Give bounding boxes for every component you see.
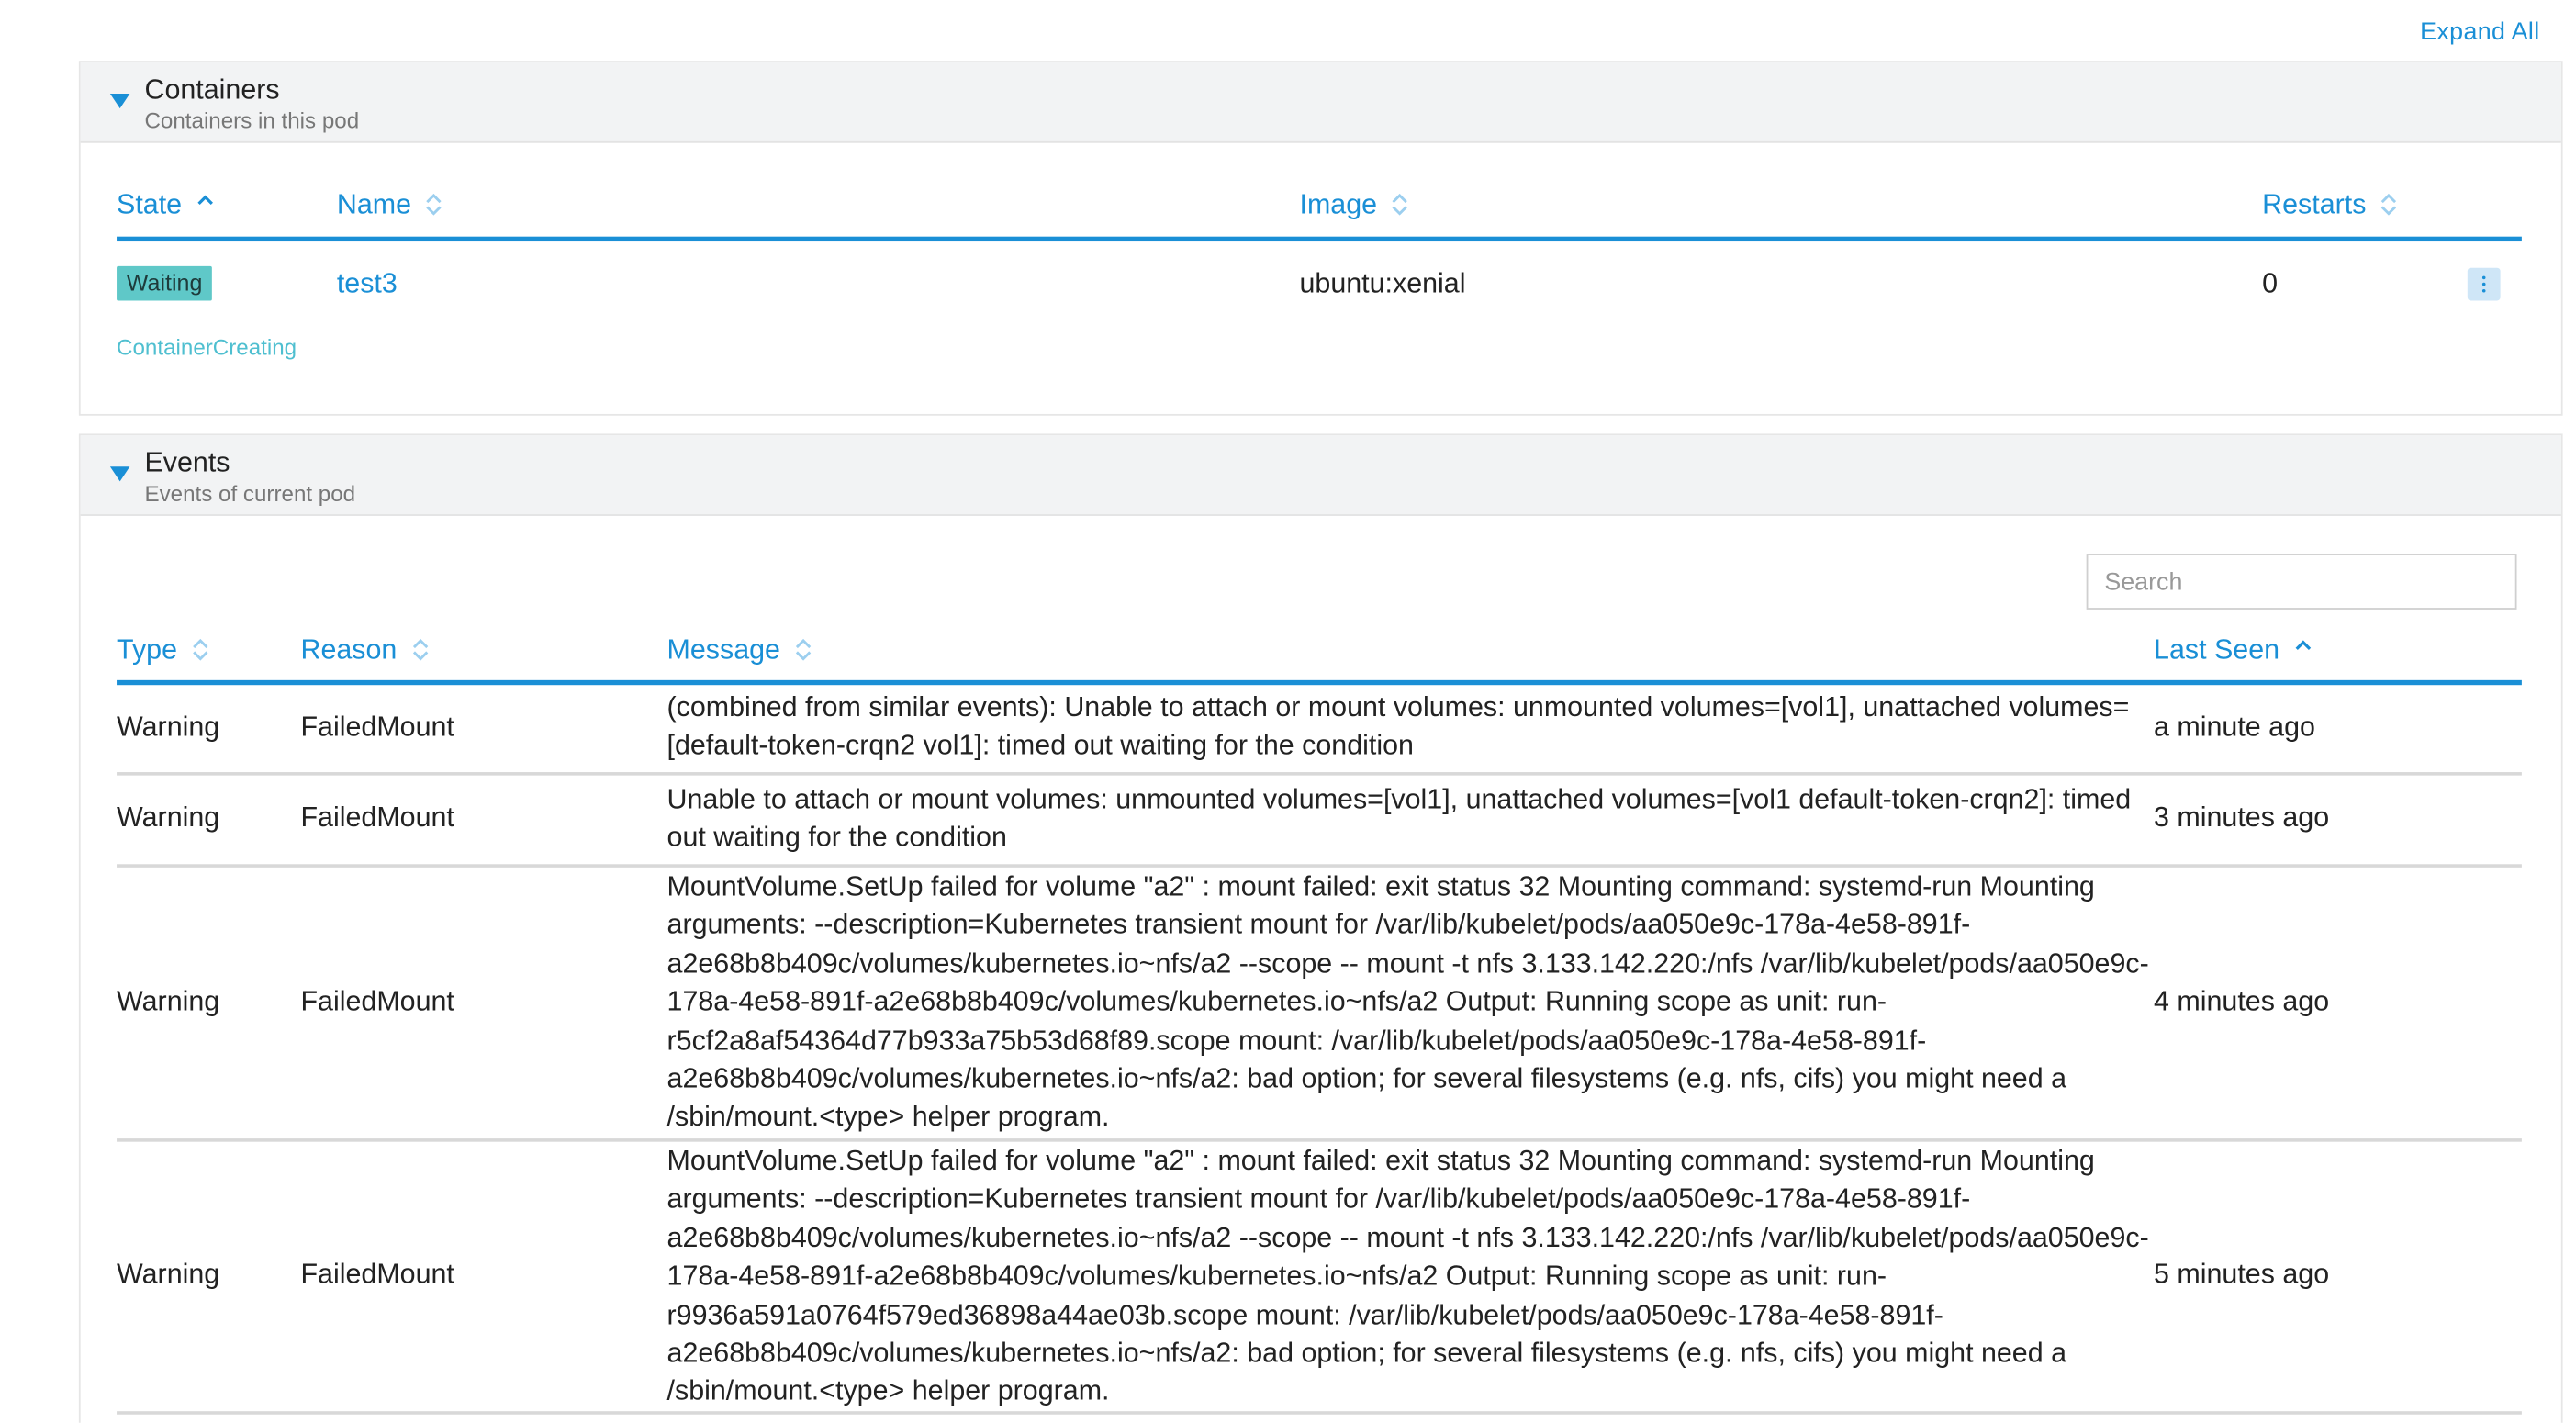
column-header-type-label: Type — [117, 633, 178, 666]
event-last-seen: 3 minutes ago — [2154, 801, 2330, 834]
column-header-state[interactable] — [117, 189, 215, 222]
container-name-link[interactable]: test3 — [336, 267, 398, 299]
event-reason: FailedMount — [300, 985, 454, 1017]
container-restarts: 0 — [2262, 267, 2279, 299]
column-header-type[interactable] — [117, 634, 210, 667]
column-header-name[interactable] — [337, 189, 444, 222]
sort-icon — [793, 636, 812, 663]
search-input[interactable] — [2087, 554, 2517, 610]
event-message: MountVolume.SetUp failed for volume "a2" : mount failed: exit status 32 Mounting command: systemd-run Mounting arguments: --description=Kubernetes transient mount for /var/lib/kubelet/pods/aa050e9c-178a-4e58-891f-a2e68b8b409c/volumes/kubernetes.io~nfs/a2 --scope -- mount -t nfs 3.133.142.220:/nfs /var/lib/kubelet/pods/aa050e9c-178a-4e58-891f-a2e68b8b409c/volumes/kubernetes.io~nfs/a2 Output: Running scope as unit: run-r5cf2a8af54364d77b933a75b53d68f89.scope mount: /var/lib/kubelet/pods/aa050e9c-178a-4e58-891f-a2e68b8b409c/volumes/kubernetes.io~nfs/a2: bad option; for several filesystems (e.g. nfs, cifs) you might need a /sbin/mount.<type> helper program. — [666, 870, 2149, 1133]
sort-icon — [410, 636, 430, 663]
status-badge: Waiting — [117, 266, 212, 301]
event-reason: FailedMount — [300, 711, 454, 743]
event-reason: FailedMount — [300, 801, 454, 834]
sort-ascending-icon — [195, 191, 214, 218]
column-header-reason-label: Reason — [300, 633, 398, 666]
column-header-image-label: Image — [1299, 188, 1378, 220]
event-last-seen: 4 minutes ago — [2154, 985, 2330, 1017]
expand-all-link[interactable]: Expand All — [2420, 17, 2540, 47]
sort-icon — [190, 636, 209, 663]
table-header-rule — [117, 680, 2522, 685]
column-header-restarts[interactable] — [2262, 189, 2399, 222]
event-last-seen: 5 minutes ago — [2154, 1258, 2330, 1290]
sort-icon — [2380, 191, 2399, 218]
container-substate: ContainerCreating — [117, 335, 297, 360]
events-section — [79, 433, 2563, 1422]
column-header-last-seen-label: Last Seen — [2154, 633, 2280, 666]
column-header-name-label: Name — [336, 188, 412, 220]
column-header-last-seen[interactable] — [2154, 634, 2313, 667]
column-header-image[interactable] — [1299, 189, 1409, 222]
event-message: (combined from similar events): Unable to attach or mount volumes: unmounted volumes=[vol1], unattached volumes=[default-token-crqn2 vol1]: timed out waiting for the condition — [666, 691, 2130, 762]
kebab-menu-icon[interactable] — [2468, 268, 2501, 301]
column-header-state-label: State — [117, 188, 183, 220]
table-header-rule — [117, 237, 2522, 241]
event-message: MountVolume.SetUp failed for volume "a2" : mount failed: exit status 32 Mounting command: systemd-run Mounting arguments: --description=Kubernetes transient mount for /var/lib/kubelet/pods/aa050e9c-178a-4e58-891f-a2e68b8b409c/volumes/kubernetes.io~nfs/a2 --scope -- mount -t nfs 3.133.142.220:/nfs /var/lib/kubelet/pods/aa050e9c-178a-4e58-891f-a2e68b8b409c/volumes/kubernetes.io~nfs/a2 Output: Running scope as unit: run-r9936a591a0764f579ed36898a44ae03b.scope mount: /var/lib/kubelet/pods/aa050e9c-178a-4e58-891f-a2e68b8b409c/volumes/kubernetes.io~nfs/a2: bad option; for several filesystems (e.g. nfs, cifs) you might need a /sbin/mount.<type> helper program. — [666, 1145, 2149, 1407]
sort-ascending-icon — [2292, 636, 2312, 663]
row-divider — [117, 1411, 2522, 1415]
event-message: Unable to attach or mount volumes: unmounted volumes=[vol1], unattached volumes=[vol1 default-token-crqn2]: timed out waiting for the condition — [666, 783, 2132, 854]
container-image: ubuntu:xenial — [1299, 267, 1466, 299]
event-type: Warning — [117, 711, 220, 743]
events-section-header[interactable] — [81, 435, 2561, 516]
event-reason: FailedMount — [300, 1258, 454, 1290]
column-header-message-label: Message — [666, 633, 780, 666]
event-type: Warning — [117, 985, 220, 1017]
column-header-message[interactable] — [667, 634, 813, 667]
containers-title: Containers — [144, 73, 280, 106]
containers-section-header[interactable] — [81, 62, 2561, 143]
events-subtitle: Events of current pod — [144, 481, 356, 507]
column-header-reason[interactable] — [300, 634, 430, 667]
event-type: Warning — [117, 801, 220, 834]
collapse-caret-icon[interactable] — [110, 94, 129, 108]
row-divider — [117, 772, 2522, 776]
event-last-seen: a minute ago — [2154, 711, 2315, 743]
events-title: Events — [144, 446, 230, 478]
collapse-caret-icon[interactable] — [110, 466, 129, 481]
sort-icon — [424, 191, 443, 218]
column-header-restarts-label: Restarts — [2262, 188, 2367, 220]
containers-section — [79, 61, 2563, 416]
event-type: Warning — [117, 1258, 220, 1290]
containers-subtitle: Containers in this pod — [144, 108, 360, 133]
sort-icon — [1390, 191, 1409, 218]
